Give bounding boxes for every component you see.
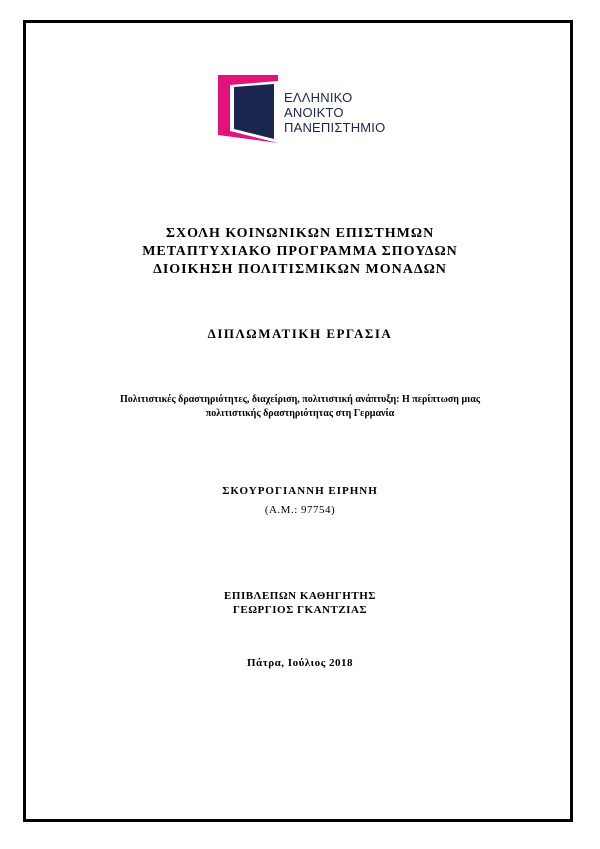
school-line-3: ΔΙΟΙΚΗΣΗ ΠΟΛΙΤΙΣΜΙΚΩΝ ΜΟΝΑΔΩΝ [153, 262, 447, 277]
university-logo [218, 75, 398, 145]
logo-line-1: ΕΛΛΗΝΙΚΟ [284, 90, 353, 105]
supervisor-block [0, 589, 600, 617]
school-line-2: ΜΕΤΑΠΤΥΧΙΑΚΟ ΠΡΟΓΡΑΜΜΑ ΣΠΟΥΔΩΝ [142, 244, 458, 259]
logo-text [284, 90, 385, 135]
subject-line-2: πολιτιστικής δραστηριότητας στη Γερμανία [205, 408, 395, 419]
supervisor-name: ΓΕΩΡΓΙΟΣ ΓΚΑΝΤΖΙΑΣ [232, 604, 368, 616]
supervisor-label: ΕΠΙΒΛΕΠΩΝ ΚΑΘΗΓΗΤΗΣ [224, 590, 376, 602]
subject-line-1: Πολιτιστικές δραστηριότητες, διαχείριση, πολιτιστική ανάπτυξη: Η περίπτωση μιας [119, 394, 481, 405]
school-heading [0, 225, 600, 279]
logo-line-2: ΑΝΟΙΚΤΟ [284, 105, 344, 120]
place-date: Πάτρα, Ιούλιος 2018 [247, 657, 353, 669]
logo-line-3: ΠΑΝΕΠΙΣΤΗΜΙΟ [284, 120, 386, 135]
author-name: ΣΚΟΥΡΟΓΙΑΝΝΗ ΕΙΡΗΝΗ [222, 485, 378, 497]
university-emblem-icon [218, 75, 278, 143]
school-line-1: ΣΧΟΛΗ ΚΟΙΝΩΝΙΚΩΝ ΕΠΙΣΤΗΜΩΝ [165, 226, 435, 241]
thesis-label: ΔΙΠΛΩΜΑΤΙΚΗ ΕΡΓΑΣΙΑ [207, 326, 393, 341]
thesis-subject [0, 393, 600, 421]
author-registration-number: (Α.Μ.: 97754) [264, 504, 336, 516]
